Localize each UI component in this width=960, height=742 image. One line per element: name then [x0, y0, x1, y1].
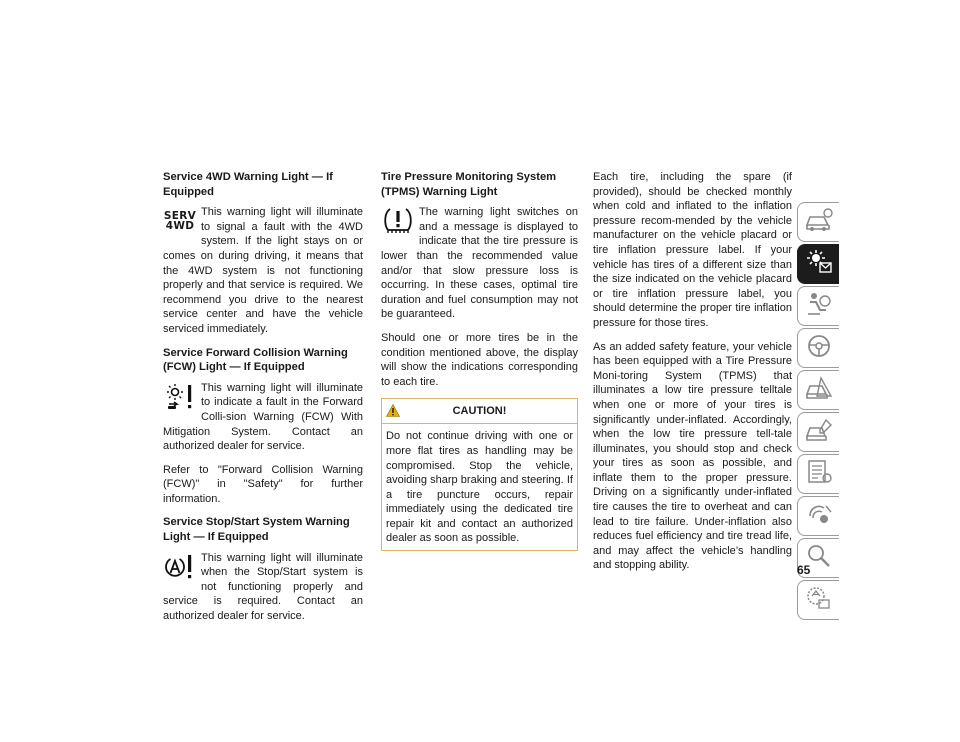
section-title: Service Stop/Start System Warning Light — If Equipped — [163, 516, 350, 544]
section-title-tpms: Tire Pressure Monitoring System (TPMS) Warning Light — [381, 171, 557, 198]
column-middle — [381, 170, 578, 551]
languages-icon — [804, 584, 834, 617]
section-service-4wd — [163, 170, 363, 337]
caution-warning-icon — [386, 404, 400, 422]
section-body-2: Refer to "Forward Collision Warning (FCW)" in "Safety" for further information. — [163, 463, 363, 505]
caution-box — [381, 398, 578, 551]
caution-title: CAUTION! — [452, 405, 507, 418]
page-number: 65 — [797, 563, 811, 577]
tab-servicing[interactable] — [797, 412, 839, 452]
section-body: This warning light will illuminate to indicate a fault in the Forward Colli-sion Warning (FCW) With Mitigation System. Contact an authorized dealer for service. — [163, 381, 363, 453]
airbag-safety-icon — [804, 290, 834, 323]
column-right — [593, 170, 792, 582]
section-body: This warning light will illuminate when the Stop/Start system is not functioning properly and service is required. Contact an authorized dealer for service. — [163, 551, 363, 623]
section-title: Service 4WD Warning Light — If Equipped — [163, 171, 333, 198]
section-body: This warning light will illuminate to signal a fault with the 4WD system. If the light stays on or comes on during driving, it means that the 4WD system is not functioning properly and that service is required. We recommend you drive to the nearest service center and have the vehicle serviced immediately. — [163, 206, 363, 335]
car-info-icon — [804, 207, 834, 238]
tpms-body-1: The warning light switches on and a message is displayed to indicate that the tire pressure is lower than the recommended value and/or that slow pressure loss is occurring. In these cases, optimal tire duration and fuel consumption may not be guaranteed. — [381, 206, 578, 321]
tpms-safety-paragraph: As an added safety feature, your vehicle has been equipped with a Tire Pressure Moni-toring System (TPMS) that illuminates a low tire pressure telltale when one or more of your tires is significantly under-inflated. Accordingly, when the low tire pressure tell-tale illuminates, you should stop and check your tires as soon as possible, and inflate them to the proper pressure. Driving on a significantly under-inflated tire causes the tire to overheat and can lead to tire failure. Under-inflation also reduces fuel efficiency and tire tread life, and may affect the vehicle’s handling and stopping ability. — [593, 340, 792, 572]
car-service-icon — [804, 416, 834, 449]
tab-warning-lights[interactable] — [797, 244, 839, 284]
serv-4wd-icon — [163, 205, 197, 237]
fcw-warning-icon — [163, 381, 197, 413]
tab-specifications[interactable] — [797, 454, 839, 494]
serv-icon-line1: SERV — [163, 210, 197, 223]
section-service-fcw — [163, 346, 363, 507]
stop-start-warning-icon — [163, 551, 197, 583]
emergency-car-icon — [804, 374, 834, 407]
section-title: Service Forward Collision Warning (FCW) Light — If Equipped — [163, 346, 348, 374]
caution-header — [382, 399, 577, 424]
tpms-body-2: Should one or more tires be in the condition mentioned above, the display will show the indications corresponding to each tire. — [381, 331, 578, 388]
chapter-tabs — [797, 202, 841, 622]
tire-check-paragraph: Each tire, including the spare (if provided), should be checked monthly when cold and inflated to the inflation pressure recom-mended by the vehicle manufacturer on the vehicle placard or tire inflation pressure label. If your vehicle has tires of a different size than the size indicated on the vehicle placard or tire inflation pressure label, you should determine the proper tire inflation pressure for those tires. — [593, 171, 792, 329]
section-stop-start — [163, 515, 363, 623]
warning-lights-icon — [804, 248, 834, 281]
serv-icon-line2: 4WD — [165, 220, 195, 233]
tab-car-info[interactable] — [797, 202, 839, 242]
tab-languages[interactable] — [797, 580, 839, 620]
steering-wheel-icon — [804, 332, 834, 365]
specifications-icon — [804, 458, 834, 491]
tab-multimedia[interactable] — [797, 496, 839, 536]
tab-starting-operating[interactable] — [797, 328, 839, 368]
column-left — [163, 170, 363, 633]
caution-body — [382, 424, 577, 550]
caution-text: Do not continue driving with one or more flat tires as handling may be compromised. Stop the vehicle, avoiding sharp braking and steering. If a tire puncture occurs, repair immediately using the dedicated tire repair kit and contact an authorized dealer as soon as possible. — [386, 430, 573, 545]
tpms-warning-icon — [381, 205, 415, 237]
tab-emergency[interactable] — [797, 370, 839, 410]
multimedia-icon — [804, 500, 834, 533]
tab-safety[interactable] — [797, 286, 839, 326]
